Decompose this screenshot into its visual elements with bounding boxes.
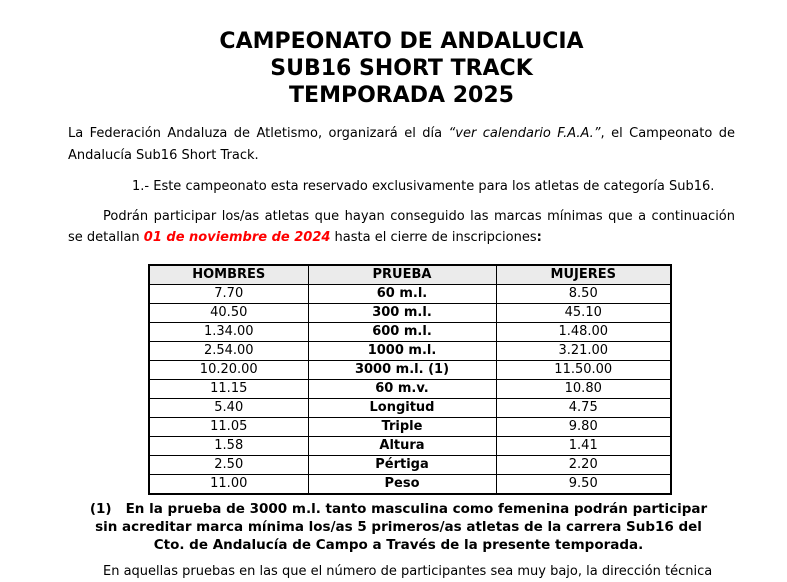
title-line-1: CAMPEONATO DE ANDALUCIA bbox=[68, 28, 735, 55]
participation-paragraph bbox=[68, 206, 735, 249]
deadline-date-highlight: 01 de noviembre de 2024 bbox=[144, 230, 331, 245]
women-mark-cell: 3.21.00 bbox=[496, 341, 671, 360]
men-mark-cell: 7.70 bbox=[149, 284, 308, 303]
women-mark-cell: 9.80 bbox=[496, 417, 671, 436]
column-header-hombres: HOMBRES bbox=[149, 265, 308, 285]
footnote-1 bbox=[85, 500, 712, 554]
table-row bbox=[149, 379, 671, 398]
men-mark-cell: 1.58 bbox=[149, 436, 308, 455]
women-mark-cell: 9.50 bbox=[496, 474, 671, 494]
calendar-reference-italic: “ver calendario F.A.A.” bbox=[449, 126, 601, 141]
event-cell: 300 m.l. bbox=[308, 303, 496, 322]
table-row bbox=[149, 474, 671, 494]
women-mark-cell: 45.10 bbox=[496, 303, 671, 322]
men-mark-cell: 2.50 bbox=[149, 455, 308, 474]
participation-text-after: hasta el cierre de inscripciones bbox=[330, 230, 536, 245]
event-cell: Peso bbox=[308, 474, 496, 494]
men-mark-cell: 1.34.00 bbox=[149, 322, 308, 341]
women-mark-cell: 8.50 bbox=[496, 284, 671, 303]
event-cell: Pértiga bbox=[308, 455, 496, 474]
women-mark-cell: 4.75 bbox=[496, 398, 671, 417]
column-header-mujeres: MUJERES bbox=[496, 265, 671, 285]
intro-text-after: , el Campeonato de Andalucía Sub16 Short Track. bbox=[68, 126, 735, 163]
intro-text-before: La Federación Andaluza de Atletismo, organizará el día bbox=[68, 126, 449, 141]
event-cell: 3000 m.l. (1) bbox=[308, 360, 496, 379]
men-mark-cell: 2.54.00 bbox=[149, 341, 308, 360]
event-cell: Longitud bbox=[308, 398, 496, 417]
men-mark-cell: 11.05 bbox=[149, 417, 308, 436]
title-line-3: TEMPORADA 2025 bbox=[68, 82, 735, 109]
event-cell: Altura bbox=[308, 436, 496, 455]
women-mark-cell: 2.20 bbox=[496, 455, 671, 474]
men-mark-cell: 11.15 bbox=[149, 379, 308, 398]
event-cell: 60 m.v. bbox=[308, 379, 496, 398]
footnote-marker: (1) bbox=[90, 501, 126, 517]
table-row bbox=[149, 341, 671, 360]
table-row bbox=[149, 284, 671, 303]
event-cell: Triple bbox=[308, 417, 496, 436]
clause-1-paragraph: 1.- Este campeonato esta reservado exclusivamente para los atletas de categoría Sub16. bbox=[68, 176, 735, 198]
column-header-prueba: PRUEBA bbox=[308, 265, 496, 285]
minimum-marks-table bbox=[148, 264, 672, 495]
document-title bbox=[68, 28, 735, 109]
intro-paragraph bbox=[68, 123, 735, 166]
table-header-row bbox=[149, 265, 671, 285]
men-mark-cell: 11.00 bbox=[149, 474, 308, 494]
table-row bbox=[149, 417, 671, 436]
title-line-2: SUB16 SHORT TRACK bbox=[68, 55, 735, 82]
men-mark-cell: 5.40 bbox=[149, 398, 308, 417]
footnote-text: En la prueba de 3000 m.l. tanto masculina como femenina podrán participar sin acreditar marca mínima los/as 5 primeros/as atletas de la carrera Sub16 del Cto. de Andalucía de Campo a Través de la presente temporada. bbox=[95, 501, 707, 553]
men-mark-cell: 40.50 bbox=[149, 303, 308, 322]
participation-text-before: Podrán participar los/as atletas que hayan conseguido las marcas mínimas que a continuación se detallan bbox=[68, 209, 735, 246]
table-row bbox=[149, 360, 671, 379]
women-mark-cell: 10.80 bbox=[496, 379, 671, 398]
table-row bbox=[149, 398, 671, 417]
event-cell: 600 m.l. bbox=[308, 322, 496, 341]
event-cell: 1000 m.l. bbox=[308, 341, 496, 360]
women-mark-cell: 1.41 bbox=[496, 436, 671, 455]
table-row bbox=[149, 303, 671, 322]
table-row bbox=[149, 436, 671, 455]
table-row bbox=[149, 455, 671, 474]
clipped-bottom-paragraph: En aquellas pruebas en las que el número de participantes sea muy bajo, la dirección técnica bbox=[68, 561, 735, 582]
women-mark-cell: 1.48.00 bbox=[496, 322, 671, 341]
women-mark-cell: 11.50.00 bbox=[496, 360, 671, 379]
table-row bbox=[149, 322, 671, 341]
men-mark-cell: 10.20.00 bbox=[149, 360, 308, 379]
minimum-marks-table-body bbox=[149, 284, 671, 494]
participation-colon: : bbox=[537, 230, 542, 245]
event-cell: 60 m.l. bbox=[308, 284, 496, 303]
